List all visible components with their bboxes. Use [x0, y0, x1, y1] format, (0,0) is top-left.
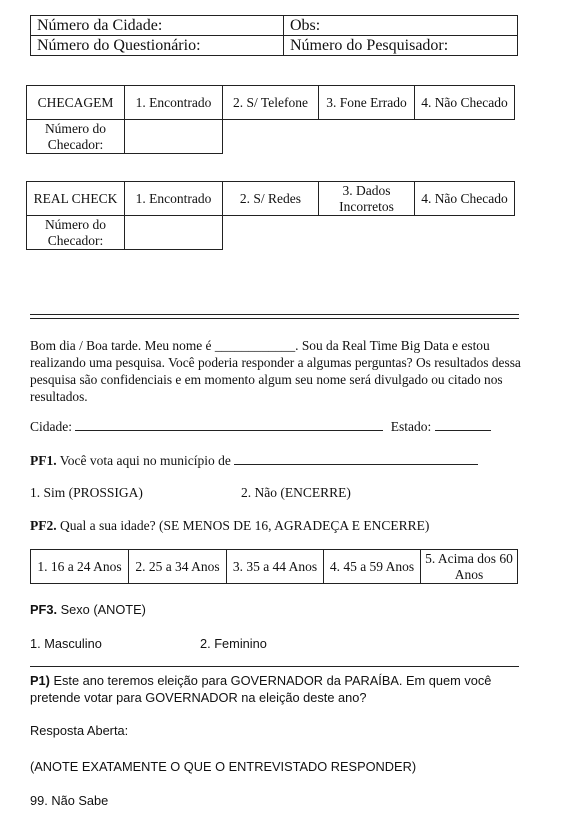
p1-nao-sabe-option[interactable]: 99. Não Sabe	[30, 793, 109, 808]
age-option-3[interactable]: 3. 35 a 44 Anos	[227, 550, 324, 584]
checagem-checador-field[interactable]	[125, 120, 223, 154]
age-options-table	[30, 549, 518, 584]
numero-questionario-cell: Número do Questionário:	[31, 36, 284, 56]
pf1-code: PF1.	[30, 453, 57, 468]
checagem-option-2: 2. S/ Telefone	[223, 86, 319, 120]
p1-anote-instruction: (ANOTE EXATAMENTE O QUE O ENTREVISTADO RESPONDER)	[30, 759, 417, 774]
header-table	[30, 15, 518, 56]
realcheck-title: REAL CHECK	[27, 182, 125, 216]
realcheck-option-4: 4. Não Checado	[415, 182, 515, 216]
age-option-2[interactable]: 2. 25 a 34 Anos	[129, 550, 227, 584]
p1-resposta-label: Resposta Aberta:	[30, 723, 129, 738]
checagem-option-1: 1. Encontrado	[125, 86, 223, 120]
numero-cidade-cell: Número da Cidade:	[31, 16, 284, 36]
intro-text: Bom dia / Boa tarde. Meu nome é ____________. Sou da Real Time Big Data e estou realizando uma pesquisa. Você poderia responder a algumas perguntas? Os resultados dessa pesquisa são confidenciais e em momento algum seu nome será divulgado ou citado nos resultados.	[30, 338, 521, 404]
pf3-option-1[interactable]: 1. Masculino	[30, 636, 102, 651]
pf1-option-2[interactable]: 2. Não (ENCERRE)	[241, 485, 351, 500]
realcheck-table	[26, 181, 515, 250]
pf3-question	[30, 601, 146, 618]
divider-line	[30, 666, 519, 667]
age-option-4[interactable]: 4. 45 a 59 Anos	[324, 550, 421, 584]
obs-cell: Obs:	[284, 16, 518, 36]
pf1-option-1[interactable]: 1. Sim (PROSSIGA)	[30, 485, 143, 500]
realcheck-checador-label: Número do Checador:	[27, 216, 125, 250]
pf2-code: PF2.	[30, 518, 57, 533]
realcheck-checador-field[interactable]	[125, 216, 223, 250]
pf2-text: Qual a sua idade? (SE MENOS DE 16, AGRADEÇA E ENCERRE)	[60, 518, 430, 533]
checagem-option-4: 4. Não Checado	[415, 86, 515, 120]
pf1-text: Você vota aqui no município de	[59, 453, 231, 468]
estado-field[interactable]	[435, 418, 491, 431]
pf3-code: PF3.	[30, 602, 58, 617]
cidade-field[interactable]	[75, 418, 383, 431]
checagem-title: CHECAGEM	[27, 86, 125, 120]
p1-text: Este ano teremos eleição para GOVERNADOR da PARAÍBA. Em quem você pretende votar para GOVERNADOR na eleição deste ano?	[30, 673, 492, 705]
realcheck-option-1: 1. Encontrado	[125, 182, 223, 216]
pf3-option-2[interactable]: 2. Feminino	[200, 636, 267, 651]
p1-question	[30, 672, 500, 706]
pf2-question	[30, 517, 429, 534]
checagem-option-3: 3. Fone Errado	[319, 86, 415, 120]
realcheck-option-2: 2. S/ Redes	[223, 182, 319, 216]
pf1-municipio-field[interactable]	[234, 452, 478, 465]
estado-label: Estado:	[390, 419, 432, 434]
numero-pesquisador-cell: Número do Pesquisador:	[284, 36, 518, 56]
pf3-text: Sexo (ANOTE)	[60, 602, 146, 617]
age-option-1[interactable]: 1. 16 a 24 Anos	[31, 550, 129, 584]
p1-code: P1)	[30, 673, 50, 688]
checagem-checador-label: Número do Checador:	[27, 120, 125, 154]
checagem-table	[26, 85, 515, 154]
realcheck-option-3: 3. Dados Incorretos	[319, 182, 415, 216]
divider-line	[30, 314, 519, 315]
cidade-label: Cidade:	[30, 419, 72, 434]
divider-line	[30, 318, 519, 319]
cidade-estado-line	[30, 418, 522, 435]
pf1-question	[30, 452, 478, 469]
age-option-5[interactable]: 5. Acima dos 60 Anos	[421, 550, 518, 584]
